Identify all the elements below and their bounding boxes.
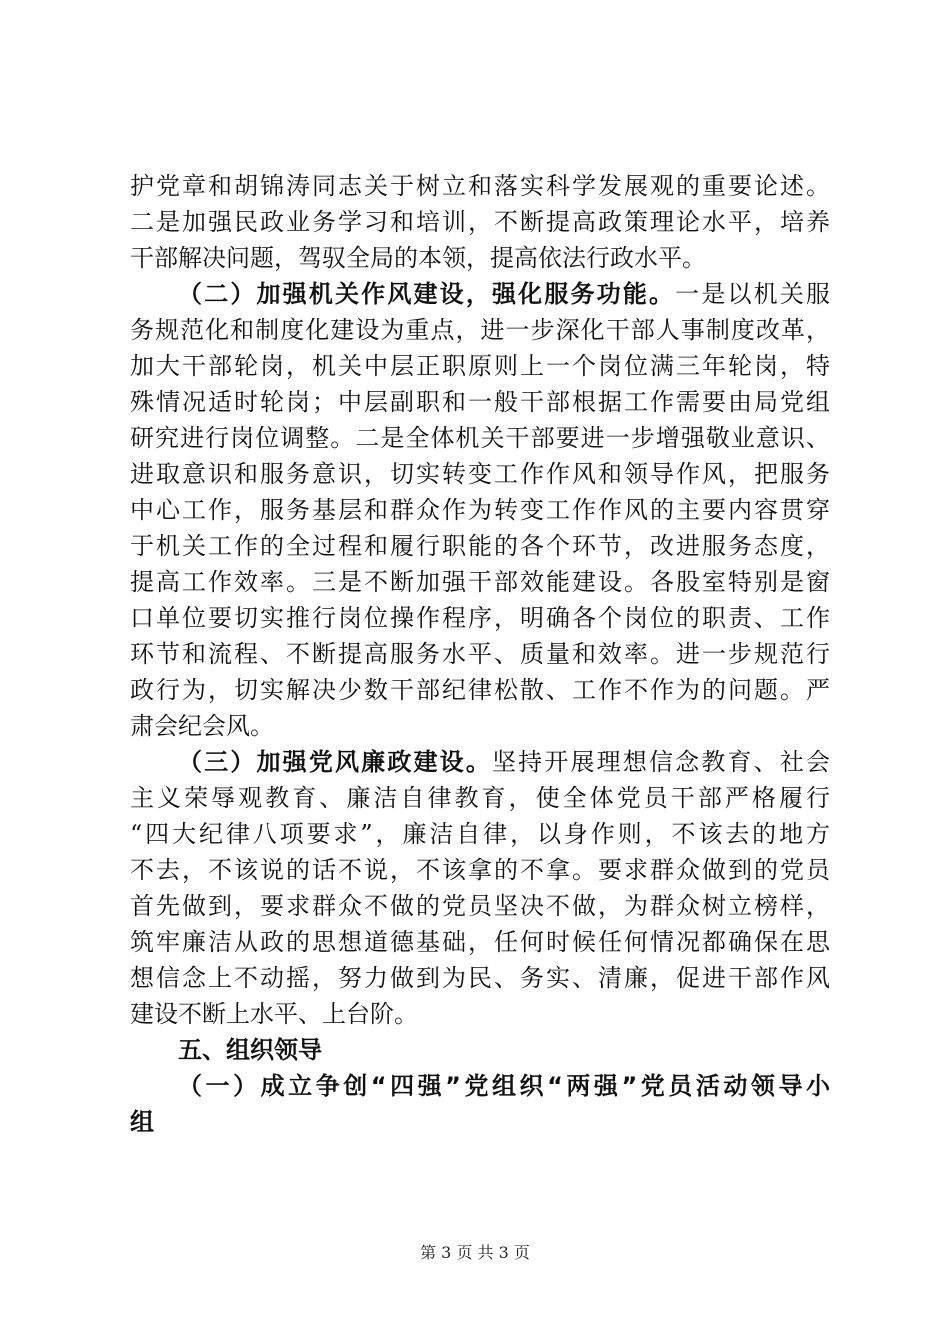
text-line: 筑牢廉洁从政的思想道德基础，任何时候任何情况都确保在思 — [130, 928, 830, 956]
text-line: 首先做到，要求群众不做的党员坚决不做，为群众树立榜样， — [130, 892, 830, 920]
text-line: 殊情况适时轮岗；中层副职和一般干部根据工作需要由局党组 — [130, 388, 830, 416]
subsection-heading-line — [130, 1104, 830, 1140]
page-number-label: 第 3 页 共 3 页 — [420, 1243, 530, 1262]
section-heading-san: （三）加强党风廉政建设。 — [178, 748, 492, 776]
subsection-heading-yi: （一）成立争创“四强”党组织“两强”党员活动领导小 — [178, 1072, 830, 1100]
text-line: 肃会纪会风。 — [130, 712, 274, 740]
text-line: 于机关工作的全过程和履行职能的各个环节，改进服务态度， — [130, 532, 830, 560]
text-run: 坚持开展理想信念教育、社会 — [492, 748, 830, 776]
text-line: 研究进行岗位调整。二是全体机关干部要进一步增强敬业意识、 — [130, 424, 830, 452]
section-heading-line — [130, 744, 830, 780]
text-line: 不去，不该说的话不说，不该拿的不拿。要求群众做到的党员 — [130, 856, 830, 884]
text-line: 想信念上不动摇，努力做到为民、务实、清廉，促进干部作风 — [130, 964, 830, 992]
text-line: 干部解决问题，驾驭全局的本领，提高依法行政水平。 — [130, 244, 706, 272]
page-footer — [0, 1243, 950, 1263]
subsection-heading-line — [130, 1068, 830, 1104]
text-line: 务规范化和制度化建设为重点，进一步深化干部人事制度改革， — [130, 316, 830, 344]
section-heading-er: （二）加强机关作风建设，强化服务功能。 — [178, 280, 676, 308]
text-line: 口单位要切实推行岗位操作程序，明确各个岗位的职责、工作 — [130, 604, 830, 632]
text-run: 一是以机关服 — [675, 280, 831, 308]
text-line: 政行为，切实解决少数干部纪律松散、工作不作为的问题。严 — [130, 676, 830, 704]
text-line: 二是加强民政业务学习和培训，不断提高政策理论水平，培养 — [130, 208, 830, 236]
text-line: 进取意识和服务意识，切实转变工作作风和领导作风，把服务 — [130, 460, 830, 488]
text-line: 护党章和胡锦涛同志关于树立和落实科学发展观的重要论述。 — [130, 172, 830, 200]
text-line: 加大干部轮岗，机关中层正职原则上一个岗位满三年轮岗，特 — [130, 352, 830, 380]
subsection-heading-yi-end: 组 — [130, 1108, 154, 1136]
text-line: “四大纪律八项要求”，廉洁自律，以身作则，不该去的地方 — [130, 820, 830, 848]
body-text — [130, 168, 830, 1140]
text-line: 建设不断上水平、上台阶。 — [130, 1000, 418, 1028]
text-line: 环节和流程、不断提高服务水平、质量和效率。进一步规范行 — [130, 640, 830, 668]
text-line: 中心工作，服务基层和群众作为转变工作作风的主要内容贯穿 — [130, 496, 830, 524]
text-line: 提高工作效率。三是不断加强干部效能建设。各股室特别是窗 — [130, 568, 830, 596]
chapter-heading-five: 五、组织领导 — [178, 1036, 322, 1064]
text-line: 主义荣辱观教育、廉洁自律教育，使全体党员干部严格履行 — [130, 784, 830, 812]
section-heading-line — [130, 276, 830, 312]
chapter-heading — [130, 1032, 830, 1068]
